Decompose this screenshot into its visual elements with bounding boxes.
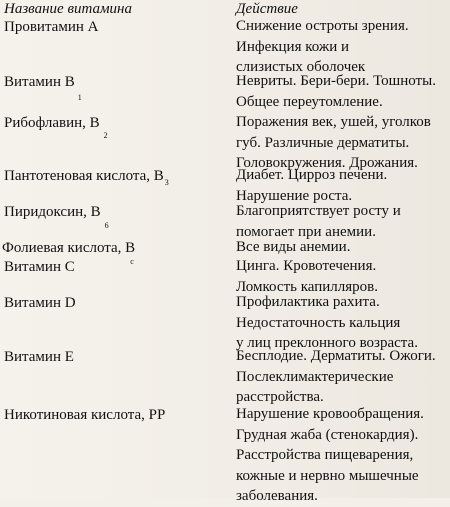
column-header-vitamin: Название витамина bbox=[4, 1, 132, 17]
vitamin-effects bbox=[236, 404, 448, 507]
vitamin-subscript: 3 bbox=[164, 178, 169, 187]
vitamin-name: Фолиевая кислота, $В_c$ bbox=[2, 240, 136, 266]
effect-line: Благоприятствует росту и bbox=[236, 203, 401, 219]
effect-line: кожные и нервно мышечные bbox=[236, 467, 419, 484]
column-header-effect: Действие bbox=[236, 1, 298, 17]
effect-line: Бесплодие. Дерматиты. Ожоги. bbox=[236, 348, 436, 364]
effect-line: губ. Различные дерматиты. bbox=[236, 134, 410, 151]
effect-line: помогает при анемии. bbox=[236, 223, 376, 240]
vitamin-name: Пантотеновая кислота, $В_3$ bbox=[4, 168, 169, 187]
vitamin-subscript: 6 bbox=[104, 221, 109, 230]
effect-line: Расстройства пищеварения, bbox=[236, 447, 414, 463]
effect-line: слизистых оболочек bbox=[236, 59, 366, 75]
effect-line: Ломкость капилляров. bbox=[236, 278, 378, 295]
vitamin-effects bbox=[236, 16, 448, 78]
vitamin-name: Витамин $В_1$ bbox=[4, 74, 82, 102]
vitamin-effects bbox=[236, 346, 448, 408]
effect-line: Снижение остроты зрения. bbox=[236, 18, 409, 34]
vitamin-name: Витамин D bbox=[4, 295, 76, 311]
effect-line: заболевания. bbox=[236, 488, 318, 504]
effect-line: Невриты. Бери-бери. Тошноты. bbox=[236, 73, 436, 89]
vitamin-name: Витамин Е bbox=[4, 349, 74, 365]
effect-line: Нарушение кровообращения. bbox=[236, 406, 424, 422]
effect-line: Нарушение роста. bbox=[236, 187, 353, 204]
vitamin-subscript: 2 bbox=[103, 131, 108, 140]
effect-line: Грудная жаба (стенокардия). bbox=[236, 426, 419, 443]
effect-line: Цинга. Кровотечения. bbox=[236, 258, 377, 274]
effect-line: Недостаточность кальция bbox=[236, 314, 401, 331]
effect-line: у лиц преклонного возраста. bbox=[236, 335, 418, 351]
effect-line: Все виды анемии. bbox=[236, 239, 351, 255]
vitamin-name: Провитамин А bbox=[4, 19, 99, 35]
vitamin-name: Никотиновая кислота, РР bbox=[4, 407, 166, 423]
vitamin-subscript: 1 bbox=[77, 93, 82, 102]
effect-line: Послеклимактерические bbox=[236, 368, 394, 385]
vitamin-effects bbox=[236, 165, 448, 206]
effect-line: Инфекция кожи и bbox=[236, 38, 350, 55]
vitamin-effects bbox=[236, 71, 448, 112]
vitamin-name: Витамин С bbox=[4, 259, 75, 275]
vitamin-effects bbox=[236, 201, 448, 242]
effect-line: расстройства. bbox=[236, 389, 324, 405]
vitamin-effects bbox=[236, 237, 448, 258]
effect-line: Профилактика рахита. bbox=[236, 294, 380, 310]
effect-line: Головокружения. Дрожания. bbox=[236, 155, 418, 171]
vitamin-subscript: c bbox=[130, 257, 134, 266]
vitamin-effects bbox=[236, 292, 448, 354]
effect-line: Диабет. Цирроз печени. bbox=[236, 167, 388, 183]
vitamin-name: Пиридоксин, $В_6$ bbox=[4, 204, 109, 230]
effect-line: Общее переутомление. bbox=[236, 93, 383, 110]
vitamin-name: Рибофлавин, $В_2$ bbox=[4, 115, 108, 140]
vitamin-effects bbox=[236, 256, 448, 297]
effect-line: Поражения век, ушей, уголков bbox=[236, 114, 431, 130]
